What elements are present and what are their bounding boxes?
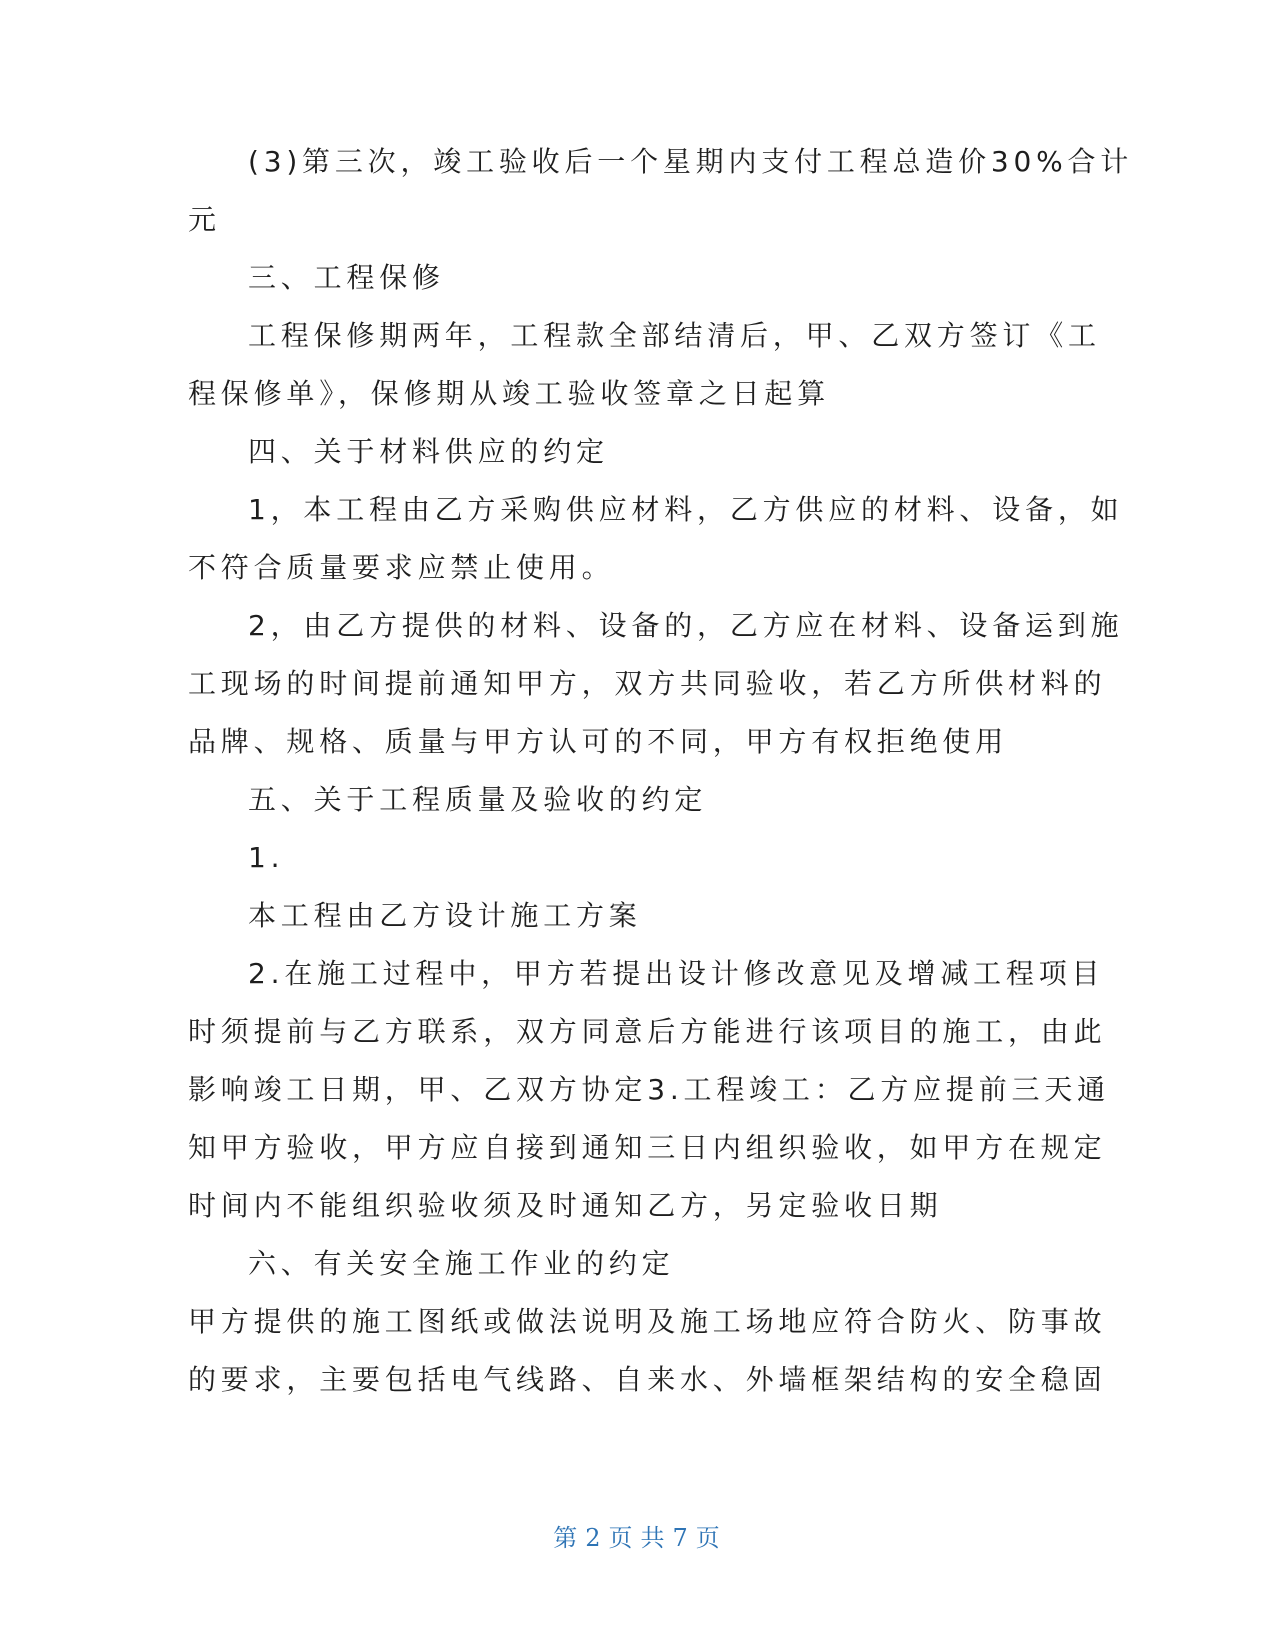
paragraph-line: 品牌、规格、质量与甲方认可的不同，甲方有权拒绝使用	[188, 725, 1009, 758]
paragraph-line: (3)第三次，竣工验收后一个星期内支付工程总造价30%合计	[248, 145, 1134, 178]
footer-page-label: 页	[608, 1524, 635, 1552]
footer-prefix: 第	[553, 1524, 580, 1552]
paragraph-line: 元	[188, 203, 221, 236]
paragraph-line: 2.在施工过程中，甲方若提出设计修改意见及增减工程项目	[248, 957, 1105, 990]
section-heading-quality: 五、关于工程质量及验收的约定	[248, 783, 708, 816]
footer-total-label: 共	[640, 1524, 667, 1552]
paragraph-line: 2，由乙方提供的材料、设备的，乙方应在材料、设备运到施	[248, 609, 1124, 642]
section-heading-warranty: 三、工程保修	[248, 261, 445, 294]
section-heading-safety: 六、有关安全施工作业的约定	[248, 1247, 675, 1280]
paragraph-line: 时间内不能组织验收须及时通知乙方，另定验收日期	[188, 1189, 943, 1222]
footer-page-number: 2	[585, 1524, 603, 1552]
paragraph-line: 影响竣工日期，甲、乙双方协定3.工程竣工：乙方应提前三天通	[188, 1073, 1110, 1106]
paragraph-line: 知甲方验收，甲方应自接到通知三日内组织验收，如甲方在规定	[188, 1131, 1107, 1164]
paragraph-line: 甲方提供的施工图纸或做法说明及施工场地应符合防火、防事故	[188, 1305, 1107, 1338]
paragraph-line: 程保修单》，保修期从竣工验收签章之日起算	[188, 377, 831, 410]
paragraph-line: 1.	[248, 841, 285, 874]
paragraph-line: 不符合质量要求应禁止使用。	[188, 551, 615, 584]
page-footer	[0, 1523, 1275, 1553]
paragraph-line: 本工程由乙方设计施工方案	[248, 899, 642, 932]
section-heading-materials: 四、关于材料供应的约定	[248, 435, 609, 468]
footer-suffix: 页	[695, 1524, 722, 1552]
paragraph-line: 的要求，主要包括电气线路、自来水、外墙框架结构的安全稳固	[188, 1363, 1107, 1396]
footer-total-pages: 7	[672, 1524, 690, 1552]
paragraph-line: 时须提前与乙方联系，双方同意后方能进行该项目的施工，由此	[188, 1015, 1107, 1048]
paragraph-line: 工现场的时间提前通知甲方，双方共同验收，若乙方所供材料的	[188, 667, 1107, 700]
paragraph-line: 工程保修期两年，工程款全部结清后，甲、乙双方签订《工	[248, 319, 1101, 352]
paragraph-line: 1，本工程由乙方采购供应材料，乙方供应的材料、设备，如	[248, 493, 1124, 526]
